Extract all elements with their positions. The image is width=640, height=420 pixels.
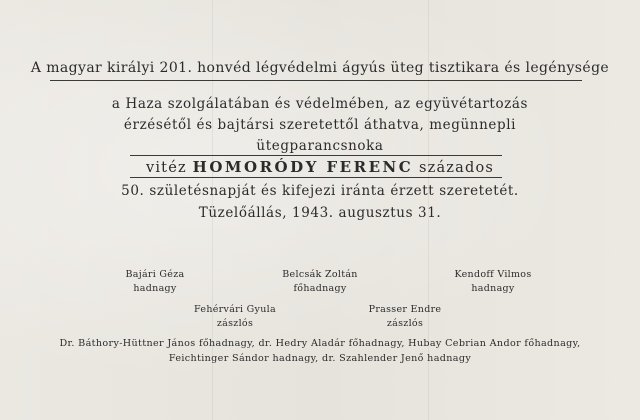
- signatory-rank: hadnagy: [471, 283, 515, 294]
- name-rule-bottom: [130, 177, 502, 178]
- signatory-name: Bajári Géza: [125, 269, 185, 280]
- after-line-1: 50. születésnapját és kifejezi iránta érzett szeretetét.: [121, 183, 519, 199]
- honoree-prefix: vitéz: [145, 160, 187, 176]
- body-line-3: ütegparancsnoka: [256, 138, 384, 154]
- date-line: Tüzelőállás, 1943. augusztus 31.: [198, 205, 442, 221]
- body-line-1: a Haza szolgálatában és védelmében, az együvétartozás: [111, 96, 529, 112]
- signatory-name: Belcsák Zoltán: [282, 269, 358, 280]
- signatory-name: Prasser Endre: [368, 304, 442, 315]
- signatory-rank: hadnagy: [133, 283, 177, 294]
- honoree-line: [0, 158, 640, 176]
- signatory-5: [350, 303, 460, 331]
- honoree-rank: százados: [418, 160, 495, 176]
- name-rule-top: [130, 155, 502, 156]
- header-underline: [50, 80, 582, 81]
- signatory-1: [100, 268, 210, 296]
- footer-line-2: Feichtinger Sándor hadnagy, dr. Szahlender Jenő hadnagy: [168, 353, 472, 364]
- signatory-name: Kendoff Vilmos: [454, 269, 532, 280]
- signatory-2: [265, 268, 375, 296]
- header-line: A magyar királyi 201. honvéd légvédelmi ágyús üteg tisztikara és legénysége: [30, 60, 610, 76]
- footer-line-1: Dr. Báthory-Hüttner János főhadnagy, dr. Hedry Aladár főhadnagy, Hubay Cebrian Andor főhadnagy,: [59, 338, 581, 349]
- body-line-2: érzésétől és bajtársi szeretettől áthatva, megünnepli: [123, 117, 517, 133]
- honoree-name: HOMORÓDY FERENC: [192, 158, 414, 176]
- signatory-rank: főhadnagy: [293, 283, 347, 294]
- signatory-rank: zászlós: [216, 318, 254, 329]
- signatory-3: [438, 268, 548, 296]
- signatory-rank: zászlós: [386, 318, 424, 329]
- signatory-name: Fehérvári Gyula: [194, 304, 276, 315]
- signatory-4: [180, 303, 290, 331]
